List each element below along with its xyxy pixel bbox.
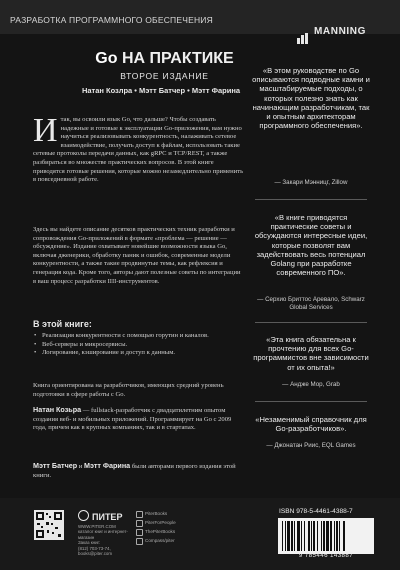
order-info <box>78 524 130 556</box>
author-name: Мэтт Фарина <box>83 461 131 470</box>
piter-url: WWW.PITER.COM <box>78 524 116 529</box>
review-quote: «Эта книга обязательна к прочтению для всех Go-программистов вне зависимости от их опыта!» <box>253 335 369 372</box>
book-title <box>62 50 267 68</box>
qr-code-icon <box>34 510 64 540</box>
social-label: Compass/piter <box>145 538 175 543</box>
prior-authors-text: были авторами первого издания этой книги. <box>33 463 236 479</box>
social-icon <box>136 529 143 536</box>
review-quote: «Незаменимый справочник для Go-разработчиков». <box>255 415 367 434</box>
social-label: ThePiterBooks <box>145 529 176 534</box>
review-author: — Закари Мэнницг, Zillow <box>274 179 348 186</box>
piter-mark-icon <box>78 510 89 521</box>
list-item: • Реализация конкурентности с помощью горутин и каналов. <box>33 332 233 341</box>
social-label: PiterBooks <box>145 511 168 516</box>
publisher-name: MANNING <box>314 26 366 37</box>
social-label: PiterForPeople <box>145 520 176 525</box>
book-authors: Натан Козлра • Мэтт Батчер • Мэтт Фарина <box>81 86 241 95</box>
title-go: Go <box>95 50 118 67</box>
social-icon <box>136 520 143 527</box>
order-label: Заказ книг: <box>78 540 101 546</box>
contents-heading: В этой книге: <box>33 319 92 329</box>
description-paragraph: Здесь вы найдете описание десятков практических техник разработки и сопровождения Go-приложений в формате «проблема — решение — обсуждение». Издание охватывает новейшие возможности языка Go, включая дженерики, обработку паник и ошибок, современные модели конкурентности, а также такие продвинутые темы, как рефлексия и генерация кода. Кроме того, авторы дают полезные советы по интеграции в ваш процесс разработки IIII-инструментов. <box>33 226 241 285</box>
category-label: РАЗРАБОТКА ПРОГРАММНОГО ОБЕСПЕЧЕНИЯ <box>10 15 213 25</box>
prior-authors-paragraph <box>33 462 245 480</box>
author-name: Натан Козьра <box>33 405 82 414</box>
piter-logo <box>78 510 122 522</box>
barcode-icon <box>278 518 374 554</box>
divider <box>255 401 367 402</box>
author-bio: — fullstack-разработчик с двадцатилетним опытом создания веб- и мобильных приложений. Программирует на Go с 2009 года, причем как в крупных компаниях, так и в стартапах. <box>33 407 232 432</box>
title-rest: НА ПРАКТИКЕ <box>117 50 234 67</box>
barcode-number: 9 785446 143887 <box>298 552 354 559</box>
intro-text: так, вы освоили язык Go, что дальше? Чтобы создавать надежные и готовые к эксплуатации Go-приложения, вам нужно научиться реализовывать конкурентность, налаживать сетевое взаимодействие, получать доступ к файлам, использовать такие сетевые протоколы передачи данных, как gRPC и TCP/REST, а также разбираться во множестве практических вопросов. В этой книге приводятся готовые решения, которые можно незамедлительно применить в повседневной работе. <box>33 116 244 184</box>
drop-cap: И <box>33 112 58 149</box>
review-author: — Андже Мор, Grab <box>282 381 340 388</box>
divider <box>255 322 367 323</box>
intro-paragraph <box>33 112 245 185</box>
review-author: — Серхио Бриттос Аревало, Schwarz Global Services <box>257 296 365 311</box>
review-quote: «В этом руководстве по Go описываются подводные камни и масштабируемые подходы, о которых полезно знать как начинающим разработчикам, так и опытным архитекторам программного обеспечения». <box>252 66 370 131</box>
list-item: • Логирование, кэширование и доступ к данным. <box>33 349 233 358</box>
piter-logo-text: ПИТЕР <box>92 512 123 522</box>
top-banner <box>0 0 400 37</box>
conjunction: и <box>77 463 84 470</box>
piter-tagline: каталог книг и интернет-магазин <box>78 529 128 540</box>
book-subtitle: ВТОРОЕ ИЗДАНИЕ <box>120 71 209 81</box>
contents-list <box>33 332 233 358</box>
list-item: • Веб-серверы и микросервисы. <box>33 341 233 350</box>
review-quote: «В книге приводятся практические советы и обсуждаются интересные идеи, которые позволят вам задействовать весь потенциал Golang при разработке современного ПО». <box>254 213 368 278</box>
manning-logo-icon <box>297 26 311 37</box>
divider <box>255 199 367 200</box>
author-name: Мэтт Батчер <box>33 461 78 470</box>
audience-paragraph: Книга ориентирована на разработчиков, имеющих средний уровень подготовки в сфере работы с Go. <box>33 382 224 398</box>
order-phones: (812) 703-73-74, books@piter.com <box>78 545 112 557</box>
social-icon <box>136 511 143 518</box>
social-icon <box>136 538 143 545</box>
isbn-label: ISBN 978-5-4461-4388-7 <box>279 508 353 515</box>
review-author: — Джонатан Риис, EQL Games <box>266 442 356 449</box>
author-bio-paragraph <box>33 406 245 433</box>
